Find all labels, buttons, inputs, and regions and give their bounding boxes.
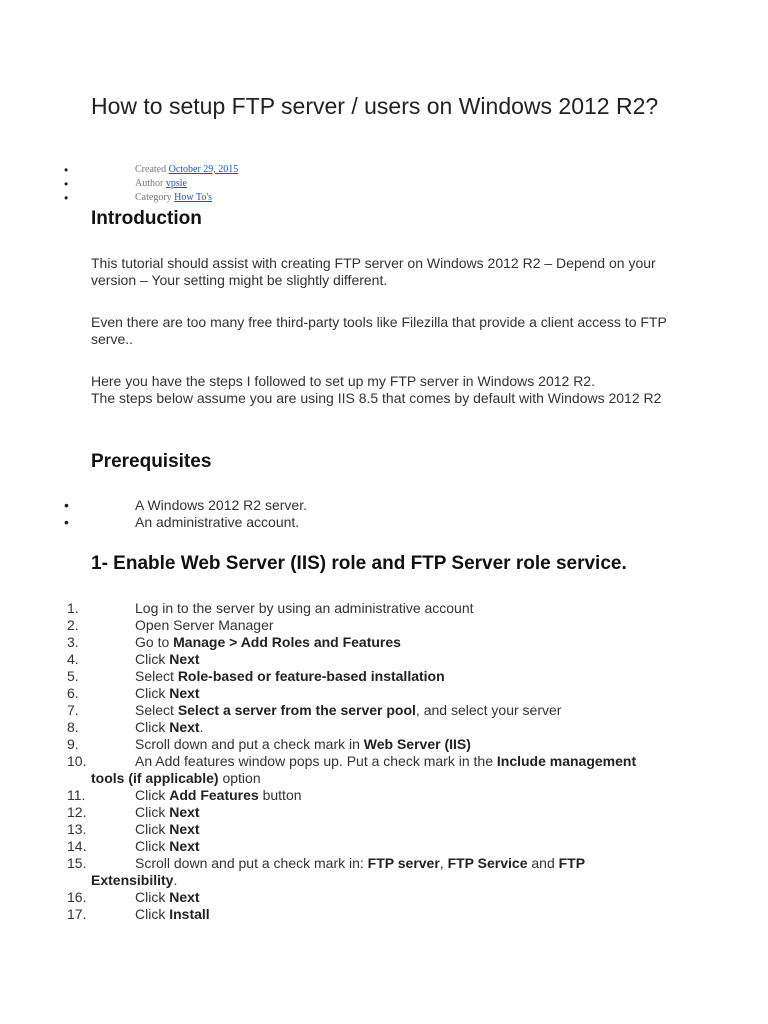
step-text: [91, 685, 666, 702]
bullet-icon: •: [64, 163, 69, 177]
step-plain-text: Click: [135, 787, 170, 803]
step-item: [0, 753, 700, 787]
step-plain-text: Select: [135, 668, 178, 684]
step-plain-text: Click: [135, 804, 170, 820]
step-number: 16.: [67, 889, 87, 905]
step-number: 2.: [67, 617, 79, 633]
step-number: 9.: [67, 736, 79, 752]
step-item: [0, 736, 700, 753]
step-item: [0, 838, 700, 855]
meta-label-author: Author: [135, 178, 164, 189]
step-item: [0, 719, 700, 736]
step-text: [91, 787, 666, 804]
step-number: 4.: [67, 651, 79, 667]
step-plain-text: Click: [135, 838, 170, 854]
step-emphasis: Next: [169, 889, 200, 905]
step-number: 3.: [67, 634, 79, 650]
step-plain-text: Click: [135, 821, 170, 837]
step-1-heading: 1- Enable Web Server (IIS) role and FTP Server role service.: [91, 553, 627, 574]
step-item: [0, 787, 700, 804]
step-item: [0, 600, 700, 617]
prerequisites-list: [0, 497, 700, 531]
steps-list: [0, 600, 700, 923]
step-number: 12.: [67, 804, 87, 820]
step-item: [0, 651, 700, 668]
step-text: [91, 889, 666, 906]
step-emphasis: Next: [169, 838, 200, 854]
step-plain-text: Click: [135, 719, 170, 735]
step-number: 15.: [67, 855, 87, 871]
step-plain-text: Log in to the server by using an administrative account: [135, 600, 474, 616]
step-plain-text: , and select your server: [415, 702, 562, 718]
step-number: 1.: [67, 600, 79, 616]
step-plain-text: button: [258, 787, 302, 803]
intro-paragraph-3-line-1: Here you have the steps I followed to set up my FTP server in Windows 2012 R2.: [91, 373, 595, 389]
step-text: [91, 634, 666, 651]
step-emphasis: Add Features: [169, 787, 259, 803]
prerequisite-item: [0, 497, 700, 514]
bullet-icon: •: [64, 191, 69, 205]
step-item: [0, 702, 700, 719]
step-text: [91, 668, 666, 685]
step-item: [0, 855, 700, 889]
created-date-link[interactable]: October 29, 2015: [168, 164, 239, 175]
step-plain-text: Scroll down and put a check mark in:: [135, 855, 368, 871]
step-item: [0, 634, 700, 651]
step-emphasis: Next: [169, 685, 200, 701]
step-item: [0, 685, 700, 702]
step-number: 11.: [67, 787, 86, 803]
intro-paragraph-3: [91, 373, 691, 407]
step-text: [91, 804, 666, 821]
page-title: How to setup FTP server / users on Windows 2012 R2?: [91, 93, 659, 119]
step-text: [91, 736, 666, 753]
step-item: [0, 668, 700, 685]
meta-label-category: Category: [135, 192, 172, 203]
step-plain-text: Scroll down and put a check mark in: [135, 736, 364, 752]
meta-item-author: [0, 177, 400, 191]
category-link[interactable]: How To's: [174, 192, 213, 203]
step-number: 7.: [67, 702, 79, 718]
step-text: [91, 855, 666, 889]
meta-item-created: [0, 163, 400, 177]
step-text: [91, 600, 666, 617]
introduction-heading: Introduction: [91, 208, 202, 229]
author-link[interactable]: vpsie: [165, 178, 187, 189]
step-text: [91, 719, 666, 736]
step-emphasis: Role-based or feature-based installation: [177, 668, 445, 684]
step-number: 17.: [67, 906, 87, 922]
step-number: 6.: [67, 685, 79, 701]
prerequisite-text: An administrative account.: [135, 514, 300, 530]
step-emphasis: Select a server from the server pool: [177, 702, 416, 718]
step-text: [91, 651, 666, 668]
meta-label-created: Created: [135, 164, 167, 175]
step-plain-text: option: [218, 770, 261, 786]
step-emphasis: Next: [169, 719, 200, 735]
step-text: [91, 838, 666, 855]
step-plain-text: ,: [439, 855, 448, 871]
bullet-icon: •: [64, 497, 69, 513]
step-item: [0, 906, 700, 923]
step-text: [91, 617, 666, 634]
bullet-icon: •: [64, 177, 69, 191]
prerequisite-item: [0, 514, 700, 531]
meta-list: [0, 163, 400, 205]
step-plain-text: An Add features window pops up. Put a check mark in the: [135, 753, 497, 769]
bullet-icon: •: [64, 514, 69, 530]
intro-paragraph-2: Even there are too many free third-party tools like Filezilla that provide a client access to FTP serve..: [91, 314, 667, 347]
step-emphasis: Next: [169, 804, 200, 820]
step-text: [91, 702, 666, 719]
step-text: [91, 821, 666, 838]
meta-item-category: [0, 191, 400, 205]
step-item: [0, 617, 700, 634]
prerequisite-text: A Windows 2012 R2 server.: [135, 497, 307, 513]
step-text: [91, 906, 666, 923]
step-plain-text: Go to: [135, 634, 174, 650]
step-number: 10.: [67, 753, 87, 769]
intro-paragraph-1: This tutorial should assist with creating FTP server on Windows 2012 R2 – Depend on your version – Your setting might be slightly different.: [91, 255, 656, 288]
step-plain-text: .: [173, 872, 178, 888]
step-plain-text: Click: [135, 906, 170, 922]
step-item: [0, 804, 700, 821]
step-emphasis: Next: [169, 651, 200, 667]
step-plain-text: and: [527, 855, 559, 871]
step-plain-text: Open Server Manager: [135, 617, 274, 633]
step-number: 13.: [67, 821, 87, 837]
step-number: 5.: [67, 668, 79, 684]
step-emphasis: Manage > Add Roles and Features: [173, 634, 401, 650]
prerequisites-heading: Prerequisites: [91, 451, 212, 472]
step-number: 8.: [67, 719, 79, 735]
step-number: 14.: [67, 838, 87, 854]
step-plain-text: Click: [135, 685, 170, 701]
step-emphasis: FTP server: [367, 855, 440, 871]
step-plain-text: Select: [135, 702, 178, 718]
step-emphasis: FTP Extensibility: [91, 855, 585, 888]
step-item: [0, 821, 700, 838]
step-emphasis: Next: [169, 821, 200, 837]
step-item: [0, 889, 700, 906]
step-text: [91, 753, 666, 787]
step-emphasis: FTP Service: [447, 855, 528, 871]
step-plain-text: .: [199, 719, 204, 735]
step-plain-text: Click: [135, 651, 170, 667]
step-emphasis: Web Server (IIS): [363, 736, 471, 752]
step-plain-text: Click: [135, 889, 170, 905]
step-emphasis: Install: [169, 906, 210, 922]
step-emphasis: Include management tools (if applicable): [91, 753, 637, 786]
intro-paragraph-3-line-2: The steps below assume you are using IIS 8.5 that comes by default with Windows 2012 R2: [91, 390, 662, 406]
